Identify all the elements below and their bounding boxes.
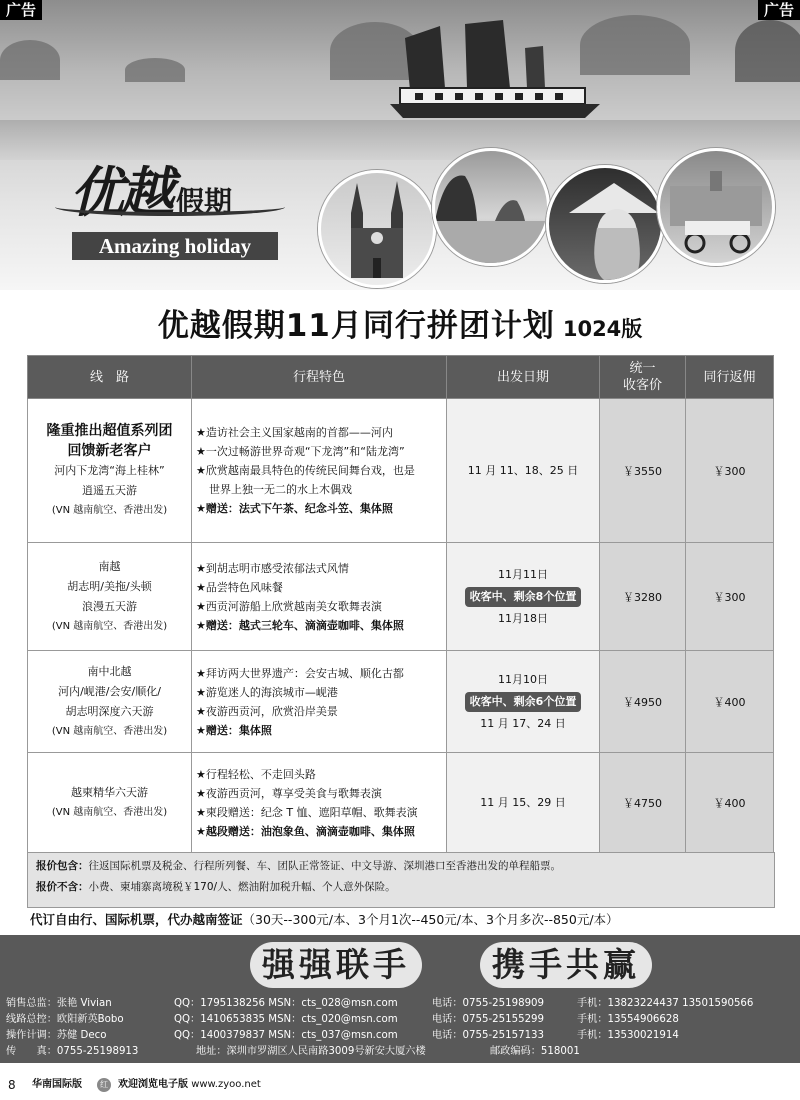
route-line: 回馈新老客户 xyxy=(67,442,152,459)
rebate-cell: ￥300 xyxy=(686,543,774,651)
ad-label-right: 广告 xyxy=(758,0,800,20)
table-header-row xyxy=(28,356,774,399)
route-line: 胡志明深度六天游 xyxy=(65,704,154,718)
tour-plan-table xyxy=(27,355,774,853)
rebate-cell: ￥400 xyxy=(686,753,774,853)
table-row xyxy=(28,753,774,853)
feature-item: ★行程轻松、不走回头路 xyxy=(196,767,316,781)
contact-fax: 传 真：0755-25198913 xyxy=(6,1046,139,1057)
price-cell: ￥3280 xyxy=(600,543,686,651)
route-cell xyxy=(28,651,192,753)
footer-contact-panel xyxy=(0,935,800,1063)
feature-gift: ★越段赠送：油泡象鱼、滴滴壶咖啡、集体照 xyxy=(196,824,415,838)
page-title xyxy=(0,300,800,345)
price-includes xyxy=(36,856,766,877)
contact-phone: 电话：0755-25157133 xyxy=(432,1030,545,1041)
karst-mountain xyxy=(125,58,185,82)
route-line: 胡志明/美拖/头顿 xyxy=(67,579,152,593)
route-line: 河内下龙湾“海上桂林” xyxy=(54,463,165,477)
feature-gift: ★赠送：集体照 xyxy=(196,723,272,737)
route-line: 南越 xyxy=(98,559,121,573)
route-line: 浪漫五天游 xyxy=(82,599,137,613)
contact-mobile: 手机：13554906628 xyxy=(577,1014,679,1025)
date-line: 11月11日 xyxy=(498,567,548,581)
date-line: 11月18日 xyxy=(498,611,548,625)
title-main: 优越假期11月同行拼团计划 xyxy=(157,308,555,344)
price-cell: ￥4750 xyxy=(600,753,686,853)
route-line: 河内/岘港/会安/顺化/ xyxy=(58,684,161,698)
feature-item: ★欣赏越南最具特色的传统民间舞台戏，也是 xyxy=(196,464,415,477)
title-version: 1024版 xyxy=(562,317,643,341)
logo-big-text: 优越 xyxy=(70,160,170,224)
excludes-label: 报价不含： xyxy=(36,881,89,893)
route-cell xyxy=(28,753,192,853)
contact-row xyxy=(6,1012,796,1028)
date-cell xyxy=(447,753,600,853)
contact-role: 销售总监：张艳 Vivian xyxy=(6,998,112,1009)
features-cell xyxy=(192,543,447,651)
features-cell xyxy=(192,651,447,753)
visa-service-line xyxy=(30,910,790,928)
halong-bay-illustration xyxy=(435,151,547,263)
features-cell xyxy=(192,753,447,853)
karst-mountain xyxy=(0,40,60,80)
contact-im: QQ：1795138256 MSN：cts_028@msn.com xyxy=(174,998,398,1009)
feature-item: ★游览迷人的海滨城市—岘港 xyxy=(196,685,338,699)
contact-role: 线路总控：欧阳新英Bobo xyxy=(6,1014,124,1025)
header-rebate: 同行返佣 xyxy=(686,356,774,399)
contact-address: 地址：深圳市罗湖区人民南路3009号新安大厦六楼 xyxy=(196,1046,426,1057)
page-bottom-bar xyxy=(0,1070,800,1100)
route-airline: (VN 越南航空、香港出发) xyxy=(51,620,168,632)
route-cell xyxy=(28,543,192,651)
feature-item: ★拜访两大世界遗产：会安古城、顺化古都 xyxy=(196,666,404,680)
feature-item: ★柬段赠送：纪念 T 恤、遮阳草帽、歌舞表演 xyxy=(196,805,418,819)
logo-english-text: Amazing holiday xyxy=(72,232,278,260)
table-row xyxy=(28,651,774,753)
route-line: 越柬精华六天游 xyxy=(71,785,148,799)
route-line: 南中北越 xyxy=(87,664,132,678)
contact-mobile: 手机：13823224437 13501590566 xyxy=(577,998,754,1009)
cathedral-illustration xyxy=(321,173,433,285)
woman-illustration xyxy=(549,168,661,280)
logo-small-text: 假期 xyxy=(176,185,233,218)
date-line: 11 月 11、18、25 日 xyxy=(467,463,579,477)
route-airline: (VN 越南航空、香港出发) xyxy=(51,725,168,737)
feature-item: ★造访社会主义国家越南的首都——河内 xyxy=(196,426,393,439)
date-cell xyxy=(447,399,600,543)
slogan-left: 强强联手 xyxy=(250,942,422,988)
table-row xyxy=(28,399,774,543)
route-line: 隆重推出超值系列团 xyxy=(46,422,173,439)
city-illustration xyxy=(660,151,772,263)
feature-item: ★西贡河游船上欣赏越南美女歌舞表演 xyxy=(196,599,382,613)
table-row xyxy=(28,543,774,651)
date-line: 11 月 17、24 日 xyxy=(480,716,566,730)
feature-item: 世界上独一无二的水上木偶戏 xyxy=(209,483,352,496)
photo-cathedral xyxy=(318,170,436,288)
includes-label: 报价包含： xyxy=(36,860,89,872)
price-notes xyxy=(27,852,775,908)
contact-mobile: 手机：13530021914 xyxy=(577,1030,679,1041)
date-line: 11 月 15、29 日 xyxy=(480,795,566,809)
contact-role: 操作计调：苏健 Deco xyxy=(6,1030,107,1041)
contact-im: QQ：1400379837 MSN：cts_037@msn.com xyxy=(174,1030,398,1041)
website-url: www.zyoo.net xyxy=(191,1079,261,1090)
route-line: 逍遥五天游 xyxy=(82,483,137,497)
edition-name: 华南国际版 xyxy=(32,1079,82,1090)
route-cell xyxy=(28,399,192,543)
contact-list xyxy=(6,996,796,1060)
slogan-right: 携手共赢 xyxy=(480,942,652,988)
header-price-line2: 收客价 xyxy=(622,378,662,393)
excludes-text: 小费、柬埔寨离境税￥170/人、燃油附加税升幅、个人意外保险。 xyxy=(88,881,396,893)
junk-boat-illustration xyxy=(385,18,615,128)
contact-phone: 电话：0755-25155299 xyxy=(432,1014,545,1025)
contact-row xyxy=(6,1028,796,1044)
visa-service-detail: （30天--300元/本、3个月1次--450元/本、3个月多次--850元/本） xyxy=(242,912,619,927)
feature-item: ★夜游西贡河，尊享受美食与歌舞表演 xyxy=(196,786,382,800)
e-edition-link[interactable] xyxy=(118,1070,261,1100)
header-dates: 出发日期 xyxy=(447,356,600,399)
contact-row xyxy=(6,1044,796,1060)
visa-service-bold: 代订自由行、国际机票，代办越南签证 xyxy=(30,912,243,927)
photo-halong-bay xyxy=(432,148,550,266)
date-cell xyxy=(447,543,600,651)
rebate-cell: ￥400 xyxy=(686,651,774,753)
header-price xyxy=(600,356,686,399)
price-cell: ￥4950 xyxy=(600,651,686,753)
route-airline: (VN 越南航空、香港出发) xyxy=(51,504,168,516)
feature-item: ★到胡志明市感受浓郁法式风情 xyxy=(196,561,349,575)
photo-woman-conical-hat xyxy=(546,165,664,283)
header-features: 行程特色 xyxy=(192,356,447,399)
contact-phone: 电话：0755-25198909 xyxy=(432,998,545,1009)
feature-item: ★一次过畅游世界奇观“下龙湾”和“陆龙湾” xyxy=(196,445,405,458)
price-cell: ￥3550 xyxy=(600,399,686,543)
page-number: 8 xyxy=(8,1078,16,1092)
photo-city-cyclos xyxy=(657,148,775,266)
hero-banner xyxy=(0,0,800,290)
rebate-cell: ￥300 xyxy=(686,399,774,543)
header-price-line1: 统一 xyxy=(629,361,656,376)
feature-gift: ★赠送：法式下午茶、纪念斗笠、集体照 xyxy=(196,502,393,515)
welcome-text: 欢迎浏览电子版 xyxy=(118,1079,188,1090)
ad-label-left: 广告 xyxy=(0,0,42,20)
date-line: 11月10日 xyxy=(498,672,548,686)
feature-item: ★品尝特色风味餐 xyxy=(196,580,283,594)
feature-item: ★夜游西贡河，欣赏沿岸美景 xyxy=(196,704,338,718)
availability-badge: 收客中、剩余6个位置 xyxy=(465,692,582,712)
contact-row xyxy=(6,996,796,1012)
red-tag-icon: 红 xyxy=(97,1078,111,1092)
karst-mountain xyxy=(735,20,800,82)
logo-swoosh xyxy=(55,198,285,216)
contact-zip: 邮政编码：518001 xyxy=(490,1046,580,1057)
header-route: 线 路 xyxy=(28,356,192,399)
route-airline: (VN 越南航空、香港出发) xyxy=(51,806,168,818)
date-cell xyxy=(447,651,600,753)
contact-im: QQ：1410653835 MSN：cts_020@msn.com xyxy=(174,1014,398,1025)
features-cell xyxy=(192,399,447,543)
availability-badge: 收客中、剩余8个位置 xyxy=(465,587,582,607)
feature-gift: ★赠送：越式三轮车、滴滴壶咖啡、集体照 xyxy=(196,618,404,632)
price-excludes xyxy=(36,877,766,898)
includes-text: 往返国际机票及税金、行程所列餐、车、团队正常签证、中文导游、深圳港口至香港出发的单程船票。 xyxy=(88,860,561,872)
